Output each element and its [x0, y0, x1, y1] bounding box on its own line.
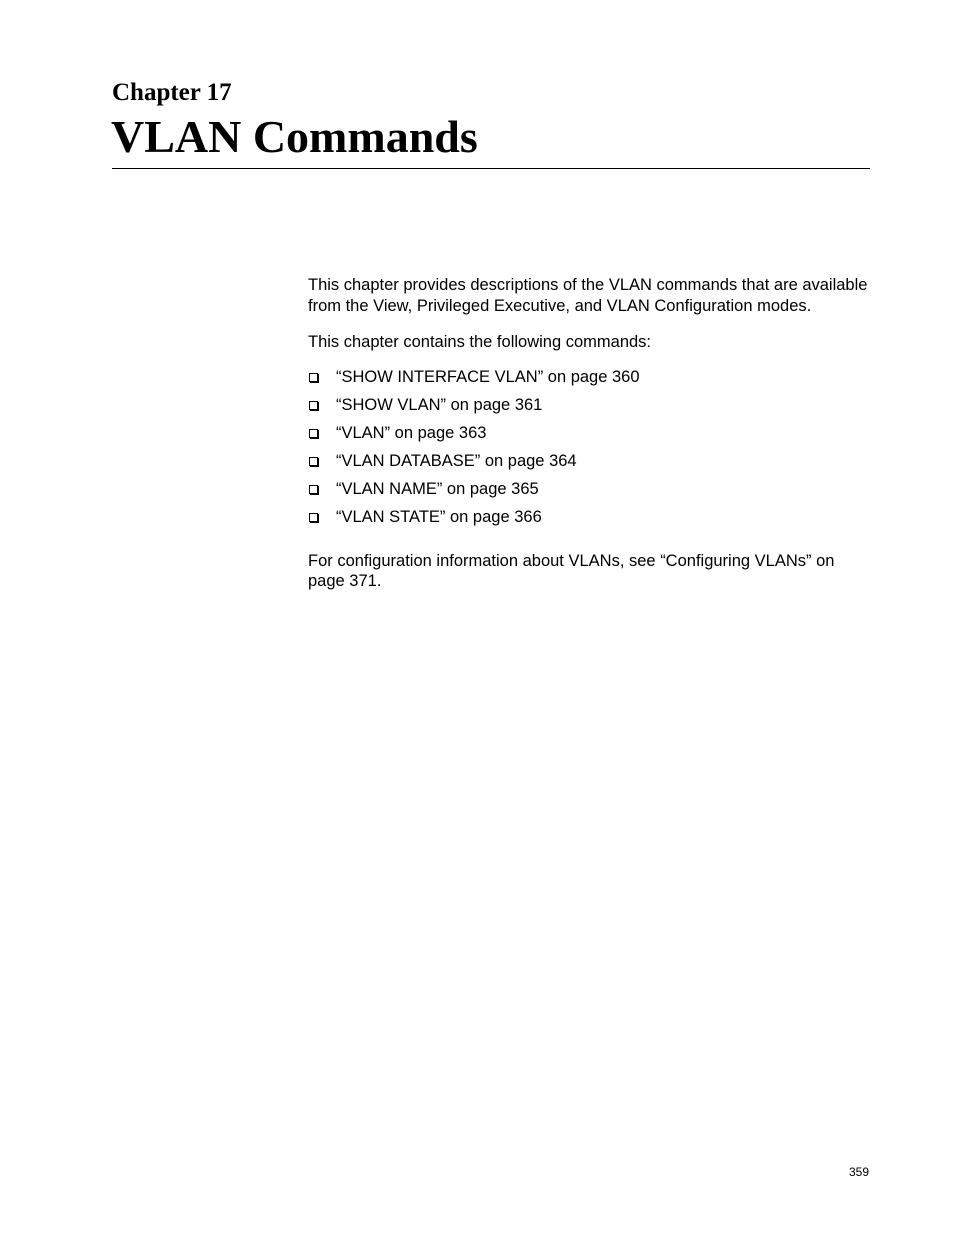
- list-item: [308, 423, 868, 451]
- checkbox-square-icon: [309, 485, 318, 494]
- list-item: [308, 395, 868, 423]
- chapter-label: Chapter 17: [112, 79, 232, 106]
- command-link[interactable]: “VLAN NAME” on page 365: [336, 479, 539, 498]
- contains-paragraph: This chapter contains the following commands:: [308, 333, 652, 351]
- list-item: [308, 367, 868, 395]
- list-item: [308, 451, 868, 479]
- chapter-title: VLAN Commands: [111, 111, 478, 162]
- page-number: 359: [849, 1165, 870, 1179]
- command-link[interactable]: “VLAN STATE” on page 366: [336, 507, 542, 526]
- command-link[interactable]: “SHOW INTERFACE VLAN” on page 360: [336, 367, 640, 386]
- checkbox-square-icon: [309, 429, 318, 438]
- command-link[interactable]: “VLAN DATABASE” on page 364: [336, 451, 577, 470]
- intro-paragraph: This chapter provides descriptions of the VLAN commands that are available from the View, Privileged Executive, and VLAN Configuration modes.: [308, 276, 868, 315]
- command-link[interactable]: “VLAN” on page 363: [336, 423, 487, 442]
- config-note-paragraph: For configuration information about VLANs, see “Configuring VLANs” on page 371.: [308, 551, 835, 590]
- list-item: [308, 507, 868, 535]
- title-divider: [112, 168, 870, 169]
- checkbox-square-icon: [309, 513, 318, 522]
- chapter-content: [308, 275, 868, 592]
- checkbox-square-icon: [309, 373, 318, 382]
- checkbox-square-icon: [309, 457, 318, 466]
- list-item: [308, 479, 868, 507]
- command-link[interactable]: “SHOW VLAN” on page 361: [336, 395, 543, 414]
- command-list: [308, 367, 868, 535]
- checkbox-square-icon: [309, 401, 318, 410]
